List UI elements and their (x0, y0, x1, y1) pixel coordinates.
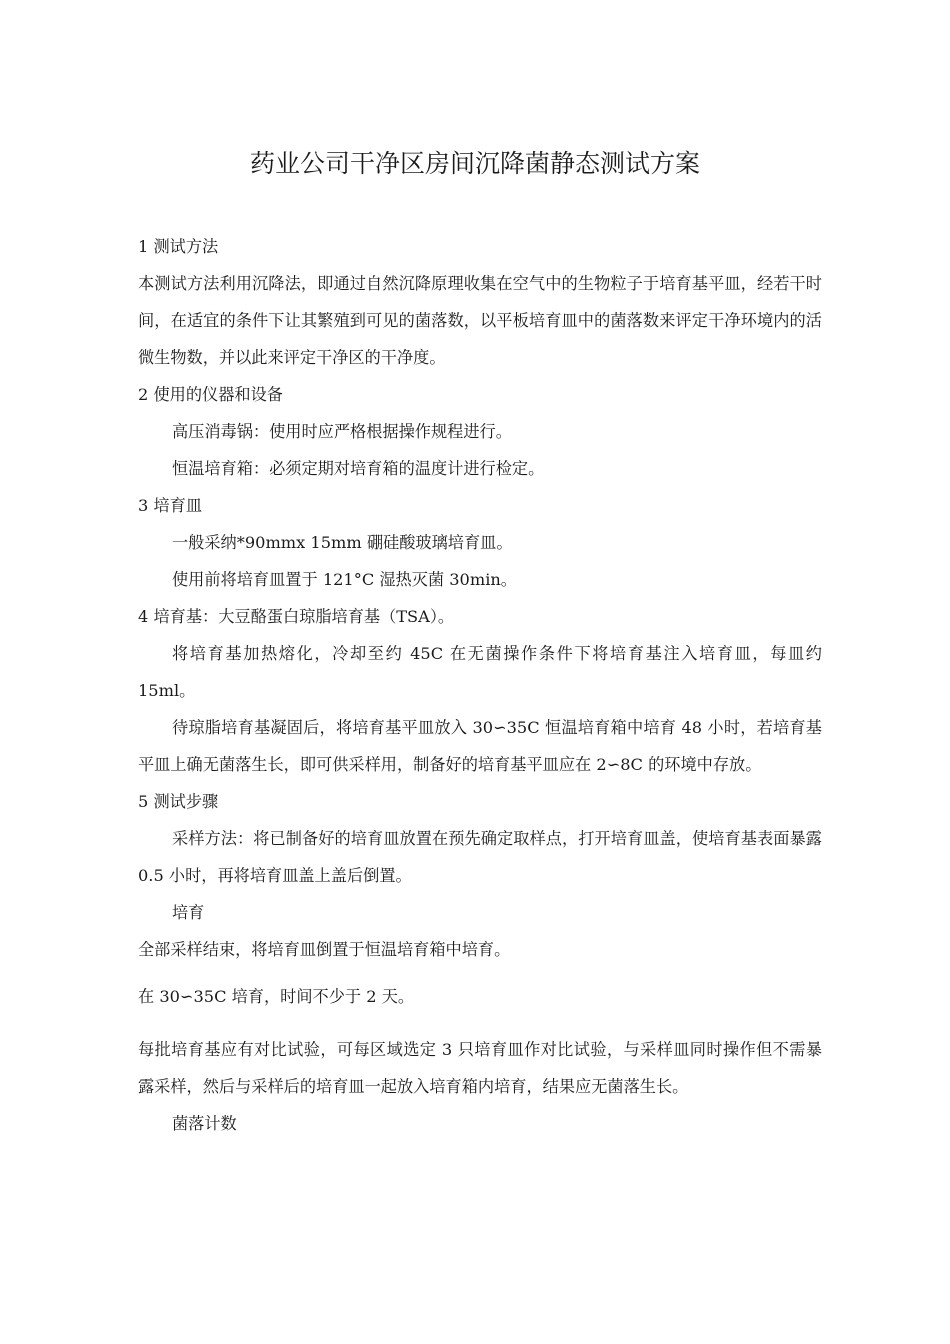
document-title: 药业公司干净区房间沉降菌静态测试方案 (249, 149, 700, 178)
section-4-item-incubate: 待琼脂培育基凝固后，将培育基平皿放入 30∽35C 恒温培育箱中培育 48 小时，若培育基平皿上确无菌落生长，即可供采样用，制备好的培育基平皿应在 2∽8C 的环境中存放。 (138, 718, 822, 774)
section-5-subheading-incubation: 培育 (172, 903, 205, 922)
section-2-item-autoclave: 高压消毒锅：使用时应严格根据操作规程进行。 (172, 422, 512, 441)
section-5-item-sampling: 采样方法：将已制备好的培育皿放置在预先确定取样点，打开培育皿盖，使培育基表面暴露 0.5 小时，再将培育皿盖上盖后倒置。 (138, 829, 822, 885)
section-5-line-temperature: 在 30∽35C 培育，时间不少于 2 天。 (138, 987, 415, 1006)
section-4-heading: 4 培育基：大豆酪蛋白琼脂培育基（TSA）。 (138, 607, 455, 626)
section-3-item-sterilize: 使用前将培育皿置于 121°C 湿热灭菌 30min。 (172, 570, 517, 589)
section-3-item-dish-spec: 一般采纳*90mmx 15mm 硼硅酸玻璃培育皿。 (172, 533, 513, 552)
section-2-heading: 2 使用的仪器和设备 (138, 385, 283, 404)
section-5-line-control: 每批培育基应有对比试验，可每区域选定 3 只培育皿作对比试验，与采样皿同时操作但不需暴露采样，然后与采样后的培育皿一起放入培育箱内培育，结果应无菌落生长。 (138, 1040, 822, 1096)
section-5-subheading-count: 菌落计数 (172, 1114, 237, 1133)
section-4-item-pour: 将培育基加热熔化，冷却至约 45C 在无菌操作条件下将培育基注入培育皿，每皿约 15ml。 (138, 644, 822, 700)
section-1-heading: 1 测试方法 (138, 237, 219, 256)
section-3-heading: 3 培育皿 (138, 496, 203, 515)
section-2-item-incubator: 恒温培育箱：必须定期对培育箱的温度计进行检定。 (172, 459, 545, 478)
section-5-heading: 5 测试步骤 (138, 792, 219, 811)
section-1-body: 本测试方法利用沉降法，即通过自然沉降原理收集在空气中的生物粒子于培育基平皿，经若干时间，在适宜的条件下让其繁殖到可见的菌落数，以平板培育皿中的菌落数来评定干净环境内的活微生物数，并以此来评定干净区的干净度。 (138, 274, 822, 367)
document-body (138, 228, 822, 1142)
section-5-line-invert: 全部采样结束，将培育皿倒置于恒温培育箱中培育。 (138, 940, 511, 959)
